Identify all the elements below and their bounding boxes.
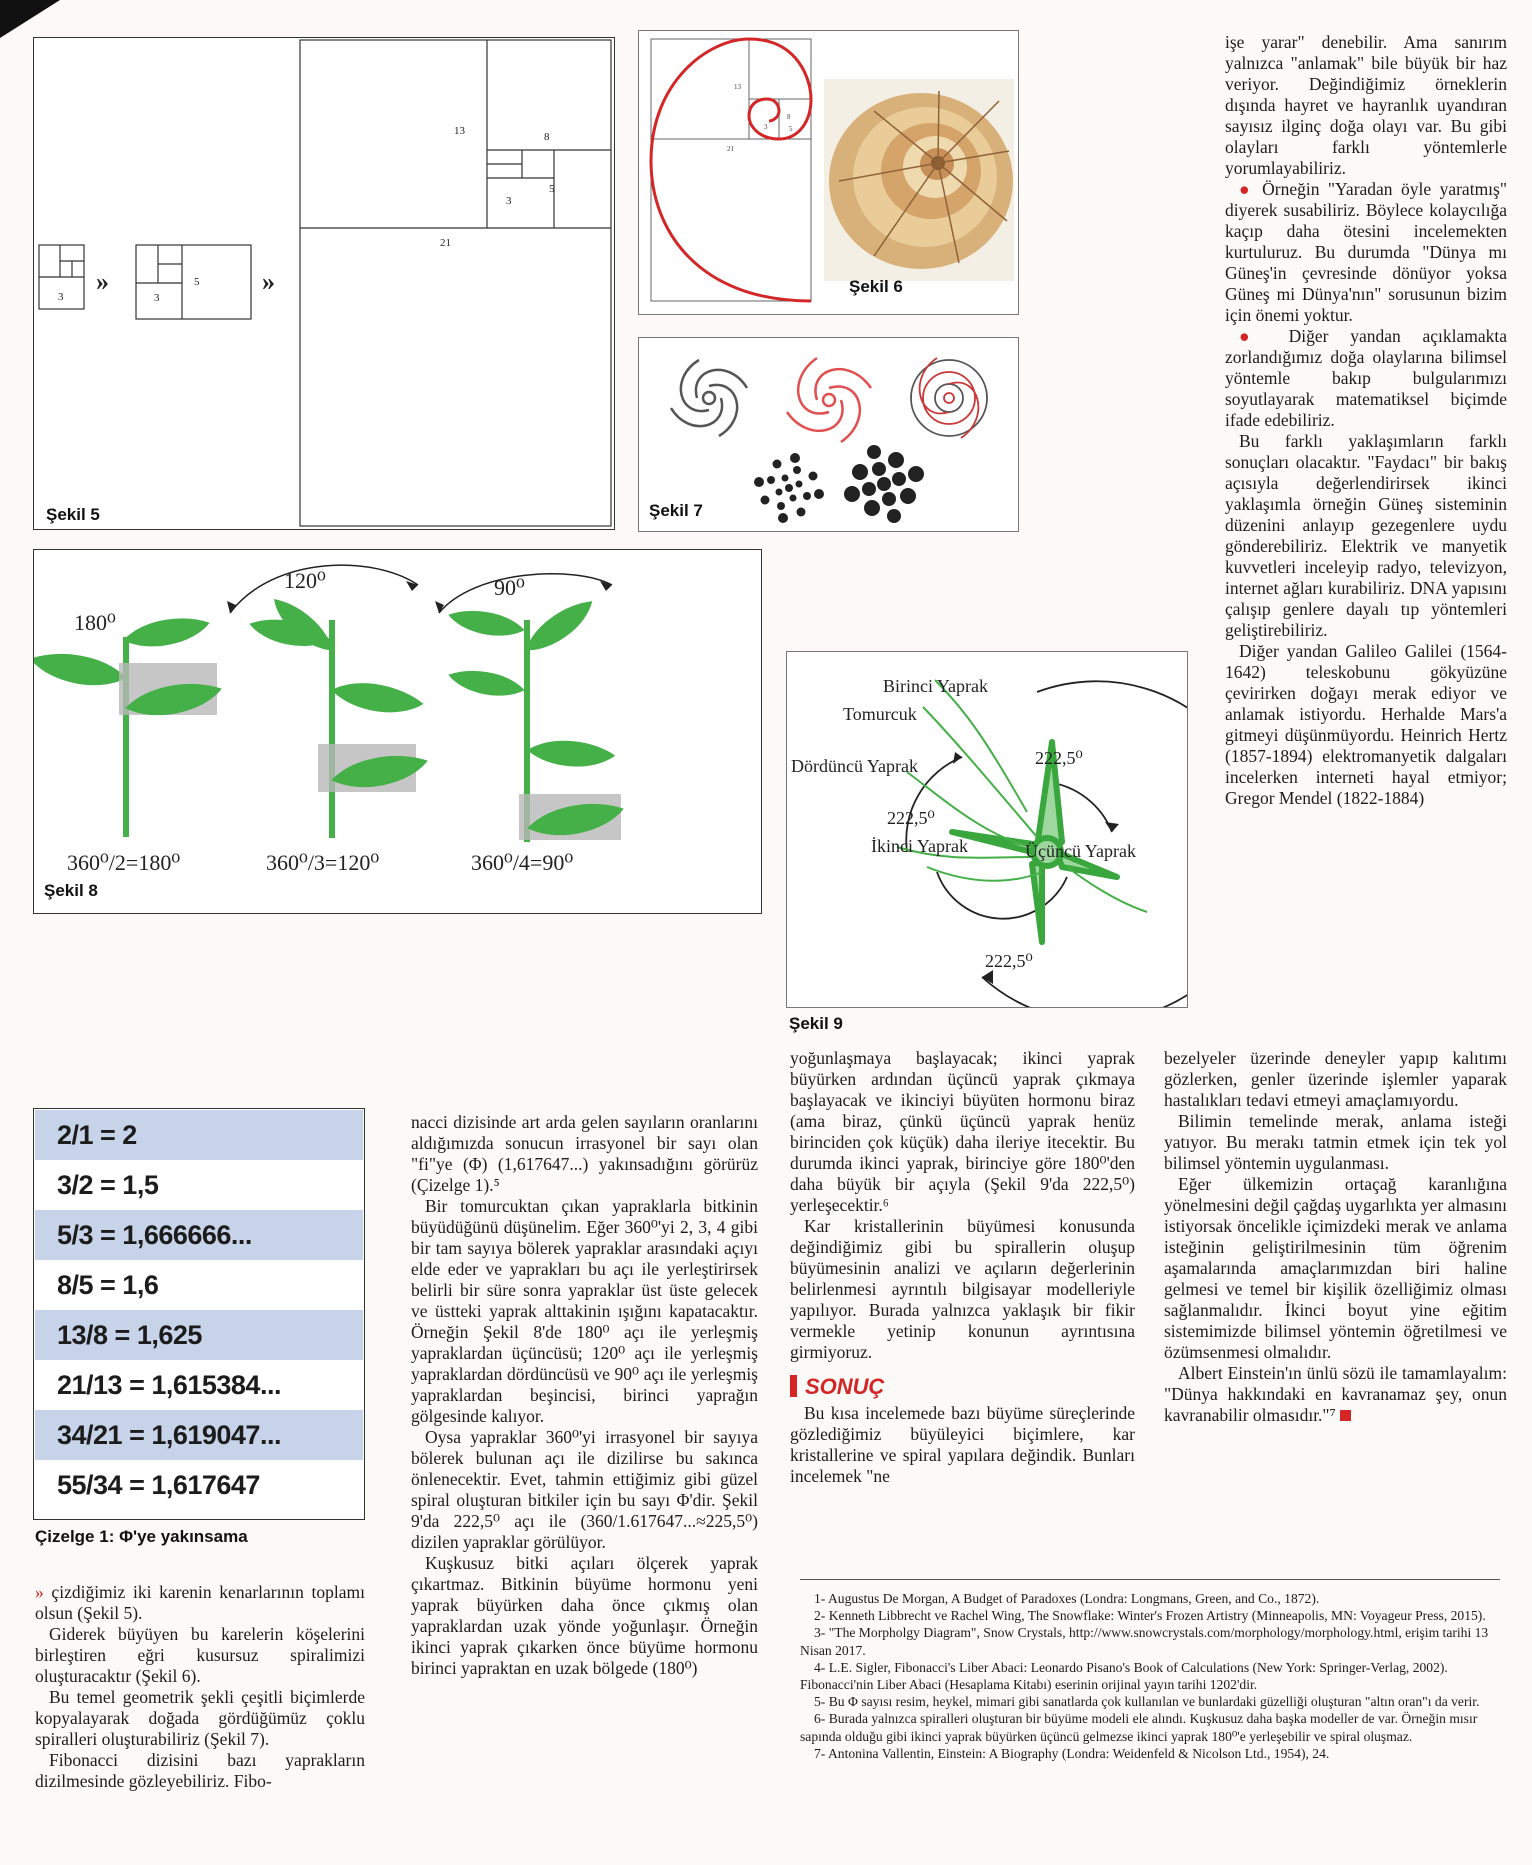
footnote: 2- Kenneth Libbrecht ve Rachel Wing, The Snowflake: Winter's Frozen Artistry (Minneapolis, MN: Voyageur Press, 2015). [814,1608,1486,1624]
fig5-label: 5 [194,276,200,288]
end-mark-icon [1340,1410,1351,1421]
fig5-label: 21 [440,237,451,249]
nautilus-shell-image [824,79,1014,281]
ratio-row: 3/2 = 1,5 [57,1170,159,1200]
fig5-label: 3 [58,291,64,303]
figure-7 [638,337,1019,532]
paragraph: Örneğin "Yaradan öyle yaratmış" diyerek susabiliriz. Böylece kolaycılığa kaçıp daha ötesini incelemekten kurtuluruz. Bu durumda "Dünya mı Güneş'in çevresinde dönüyor yoksa Güneş mi Dünya'nın" sorusunun bizim için önemi yoktur. [1225,179,1507,325]
ratio-row: 8/5 = 1,6 [57,1270,159,1300]
ratio-row: 5/3 = 1,666666... [35,1210,363,1260]
bullet-icon: ● [1239,179,1254,199]
fig8-angle: 120⁰ [284,568,326,593]
column-2 [411,1112,758,1679]
paragraph: yoğunlaşmaya başlayacak; ikinci yaprak büyürken ardından üçüncü yaprak çıkmaya başlayacak ve ikinciyi büyüten hormonu biraz (ama biraz, çünkü üçüncü yaprak henüz birinciden çok küçük) daha ileriye itecektir. Bu durumda ikinci yaprak, birinciye göre 180⁰'den daha büyük bir açıyla (Şekil 9'da 222,5⁰) yerleşecektir.⁶ [790,1048,1135,1215]
fig9-angle-label: 222,5⁰ [1035,748,1083,768]
fig5-label: 8 [544,131,550,143]
figure-5-diagram [34,38,614,529]
fig9-label-bud: Tomurcuk [843,704,917,724]
fig6-label: 13 [734,83,741,91]
corner-mark [0,0,60,40]
fig5-label: 3 [154,292,160,304]
paragraph: Fibonacci dizisini bazı yaprakların dizilmesinde gözleyebiliriz. Fibo- [35,1750,365,1791]
column-5 [1164,1048,1507,1426]
paragraph: Diğer yandan Galileo Galilei (1564-1642) teleskobunu gökyüzüne çevirirken doğayı merak ediyor ve anlamak istiyordu. Herhalde Mars'a gitmeyi düşünmüyordu. Heinrich Hertz (1857-1894) elektromanyetik dalgaları incelerken interneti hayal etmiyor; Gregor Mendel (1822-1884) [1225,641,1507,808]
footnote: 5- Bu Φ sayısı resim, heykel, mimari gibi sanatlarda çok kullanılan ve bunlardaki güzelliği oluşturan "altın oran"ı da verir. [814,1694,1480,1710]
fig5-label: 13 [454,125,465,137]
arrow-glyph: » [262,267,275,296]
fig9-angle-label: 222,5⁰ [887,808,935,828]
footnote: 4- L.E. Sigler, Fibonacci's Liber Abaci: Leonardo Pisano's Book of Calculations (New York: Springer-Verlag, 2002). Fibonacci'nin Liber Abaci (Hesaplama Kitabı) eserinin orijinal yayın tarihi 1202'dir. [800,1659,1448,1693]
fig6-label: 5 [789,125,793,133]
fig9-angle-label: 222,5⁰ [985,951,1033,971]
fig6-label: 3 [764,123,768,131]
figure-9-diagram [787,652,1187,1007]
paragraph: Kar kristallerinin büyümesi konusunda değindiğimiz gibi bu spirallerin oluşup büyümesinin analizi ve açıların değerlerinin belirlenmesi ayrıntılı bilgisayar modelleriyle yapılıyor. Burada yalnızca yaklaşık bir fikir vermekle yetinip konunun ayrıntısına girmiyoruz. [790,1216,1135,1362]
paragraph: çizdiğimiz iki karenin kenarlarının toplamı olsun (Şekil 5). [35,1582,365,1623]
footnote: 3- "The Morpholgy Diagram", Snow Crystals, http://www.snowcrystals.com/morphology/morphology.html, erişim tarihi 13 Nisan 2017. [800,1625,1489,1658]
ratio-row: 34/21 = 1,619047... [35,1410,363,1460]
fig8-formula: 360⁰/2=180⁰ [67,850,181,875]
fig9-label-second-leaf: İkinci Yaprak [871,836,968,856]
fig9-label-first-leaf: Birinci Yaprak [883,676,988,696]
figure-7-caption: Şekil 7 [649,501,703,520]
bullet-icon: ● [1239,326,1267,346]
paragraph: Bu temel geometrik şekli çeşitli biçimlerde kopyalayarak doğada gördüğümüz çoklu spiralleri oluşturabiliriz (Şekil 7). [35,1687,365,1749]
footnote-rule [800,1579,1500,1580]
paragraph: Bir tomurcuktan çıkan yapraklarla bitkinin büyüdüğünü düşünelim. Eğer 360⁰'yi 2, 3, 4 gibi bir tam sayıya bölerek yapraklar arasındaki açıyı elde eder ve yaprakları bu açı ile yerleştirirsek belirli bir süre sonra yapraklar üst üste gelecek ve üstteki yaprak alttakinin ışığını kapatacaktır. Örneğin Şekil 8'de 180⁰ açı ile yerleşmiş yapraklardan üçüncüsü; 120⁰ açı ile yerleşmiş yapraklardan dördüncüsü ve 90⁰ açı ile yerleşmiş yapraklardan beşincisi, birinci yaprağın gölgesinde kalıyor. [411,1196,758,1426]
figure-8-diagram [34,550,761,913]
column-4 [1225,32,1507,809]
fig8-angle: 90⁰ [494,575,525,600]
fig5-label: 5 [549,183,555,195]
fig8-formula: 360⁰/4=90⁰ [471,850,574,875]
figure-9-caption: Şekil 9 [789,1014,843,1033]
paragraph: Albert Einstein'ın ünlü sözü ile tamamlayalım: "Dünya hakkındaki en kavranamaz şey, onun kavranabilir olmasıdır."⁷ [1164,1363,1507,1425]
paragraph: Bilimin temelinde merak, anlama isteği yatıyor. Bu merakı tatmin etmek için tek yol bilimsel yöntemin uygulanması. [1164,1111,1507,1173]
figure-8 [33,549,762,914]
fig6-label: 21 [727,145,734,153]
paragraph: Oysa yapraklar 360⁰'yi irrasyonel bir sayıya bölerek bulunan açı ile dizilirse bu sakınca önlenecektir. Evet, tahmin ettiğimiz gibi güzel spiral oluşturan bitkiler için bu sayı Φ'dir. Şekil 9'da 222,5⁰ açı ile (360/1.617647...≈225,5⁰) dizilen yapraklar görülüyor. [411,1427,758,1552]
arrow-glyph: » [96,267,109,296]
paragraph: bezelyeler üzerinde deneyler yapıp kalıtımı gözlerken, genler üzerinde işlemler yaparak hastalıkları tedavi etmeyi amaçlamıyordu. [1164,1048,1507,1110]
footnote: 7- Antonina Vallentin, Einstein: A Biography (Londra: Weidenfeld & Nicolson Ltd., 1954), 24. [814,1745,1330,1761]
paragraph: Bu kısa incelemede bazı büyüme süreçlerinde gözlediğimiz büyüleyici biçimlere, kar kristallerine ve spiral yapılara değindik. Bunları incelemek "ne [790,1403,1135,1486]
section-heading-text: SONUÇ [805,1374,885,1399]
ratio-row: 21/13 = 1,615384... [57,1370,281,1400]
paragraph: Diğer yandan açıklamakta zorlandığımız doğa olaylarına bilimsel yöntemle bakıp bulgularımızı soyutlayarak matematiksel biçimde ifade edebiliriz. [1225,326,1507,430]
footnote: 1- Augustus De Morgan, A Budget of Paradoxes (Londra: Longmans, Green, and Co., 1872). [814,1591,1320,1606]
column-1 [35,1582,365,1792]
fig6-label: 8 [787,113,791,121]
figure-6 [638,30,1019,315]
paragraph: Eğer ülkemizin ortaçağ karanlığına yönelmesini değil çağdaş uygarlıkta yer almasını istiyorsak öncelikle içimizdeki merak ve anlama isteğinin geliştirilmesinin tüm öğrenim aşamalarında amaçlarımızdan biri haline gelmesi ve temel bir kişilik özelliğimiz olması sağlanmalıdır. İkinci boyut yine eğitim sistemimizde bilimsel yöntemin öğretilmesi ve özümsenmesi olmalıdır. [1164,1174,1507,1362]
paragraph: Giderek büyüyen bu karelerin köşelerini birleştiren eğri kusursuz spiralimizi oluşturacaktır (Şekil 6). [35,1624,365,1686]
fig5-label: 3 [506,195,512,207]
fig8-angle: 180⁰ [74,610,116,635]
heading-bar [790,1375,797,1397]
paragraph: Bu farklı yaklaşımların farklı sonuçları olacaktır. "Faydacı" bir bakış açısıyla değerlendirirsek ikinci yaklaşımla örneğin Güneş sisteminin düzenini anlayıp gezegenlere uydu gönderebiliriz. Elektrik ve manyetik kuvvetleri inceleyip radyo, televizyon, internet ağları kurabiliriz. DNA yapısını çalışıp genlere dayalı tıp yöntemleri geliştirebiliriz. [1225,431,1507,640]
continuation-marker: » [35,1582,44,1602]
ratio-row: 2/1 = 2 [35,1110,363,1160]
paragraph: nacci dizisinde art arda gelen sayıların oranlarını aldığımızda sonucun irrasyonel bir sayı olan "fi"ye (Φ) (1,617647...) yakınsadığını görürüz (Çizelge 1).⁵ [411,1112,758,1195]
fig9-label-fourth-leaf: Dördüncü Yaprak [791,756,918,776]
paragraph: işe yarar" denebilir. Ama sanırım yalnızca "anlamak" bile büyük bir haz veriyor. Değindiğimiz örneklerin dışında hayret ve hayranlık uyandıran sayısız ilginç doğa olayı var. Bu gibi olayları farklı yöntemlerle yorumlayabiliriz. [1225,32,1507,178]
footnotes [800,1590,1500,1762]
figure-6-caption: Şekil 6 [849,277,903,296]
table-1-caption: Çizelge 1: Φ'ye yakınsama [35,1527,248,1546]
section-heading [790,1375,1135,1397]
fig8-formula: 360⁰/3=120⁰ [266,850,380,875]
paragraph: Kuşkusuz bitki açıları ölçerek yaprak çıkartmaz. Bitkinin büyüme hormonu yeni yaprak büyürken daha önce çıkmış olan yapraklardan uzak yönde yoğunlaşır. Örneğin ikinci yaprak çıkarken önce büyüme hormonu birinci yapraktan en uzak bölgede (180⁰) [411,1553,758,1678]
fig9-label-third-leaf: Üçüncü Yaprak [1025,841,1136,861]
ratio-row: 55/34 = 1,617647 [57,1470,260,1500]
figure-9 [786,651,1188,1033]
figure-5-caption: Şekil 5 [46,505,100,524]
figure-8-caption: Şekil 8 [44,881,98,900]
column-3 [790,1048,1135,1487]
figure-6-diagram [639,31,1018,314]
figure-5 [33,37,615,530]
footnote: 6- Burada yalnızca spiralleri oluşturan bir büyüme modeli ele alındı. Kuşkusuz daha başka modeller de var. Örneğin mısır sapında olduğu gibi ikinci yaprak büyürken üçüncü gelmezse ikinci yaprak 180⁰'e yerleşebilir ve spiral oluşmaz. [800,1711,1478,1744]
ratio-row: 13/8 = 1,625 [35,1310,363,1360]
